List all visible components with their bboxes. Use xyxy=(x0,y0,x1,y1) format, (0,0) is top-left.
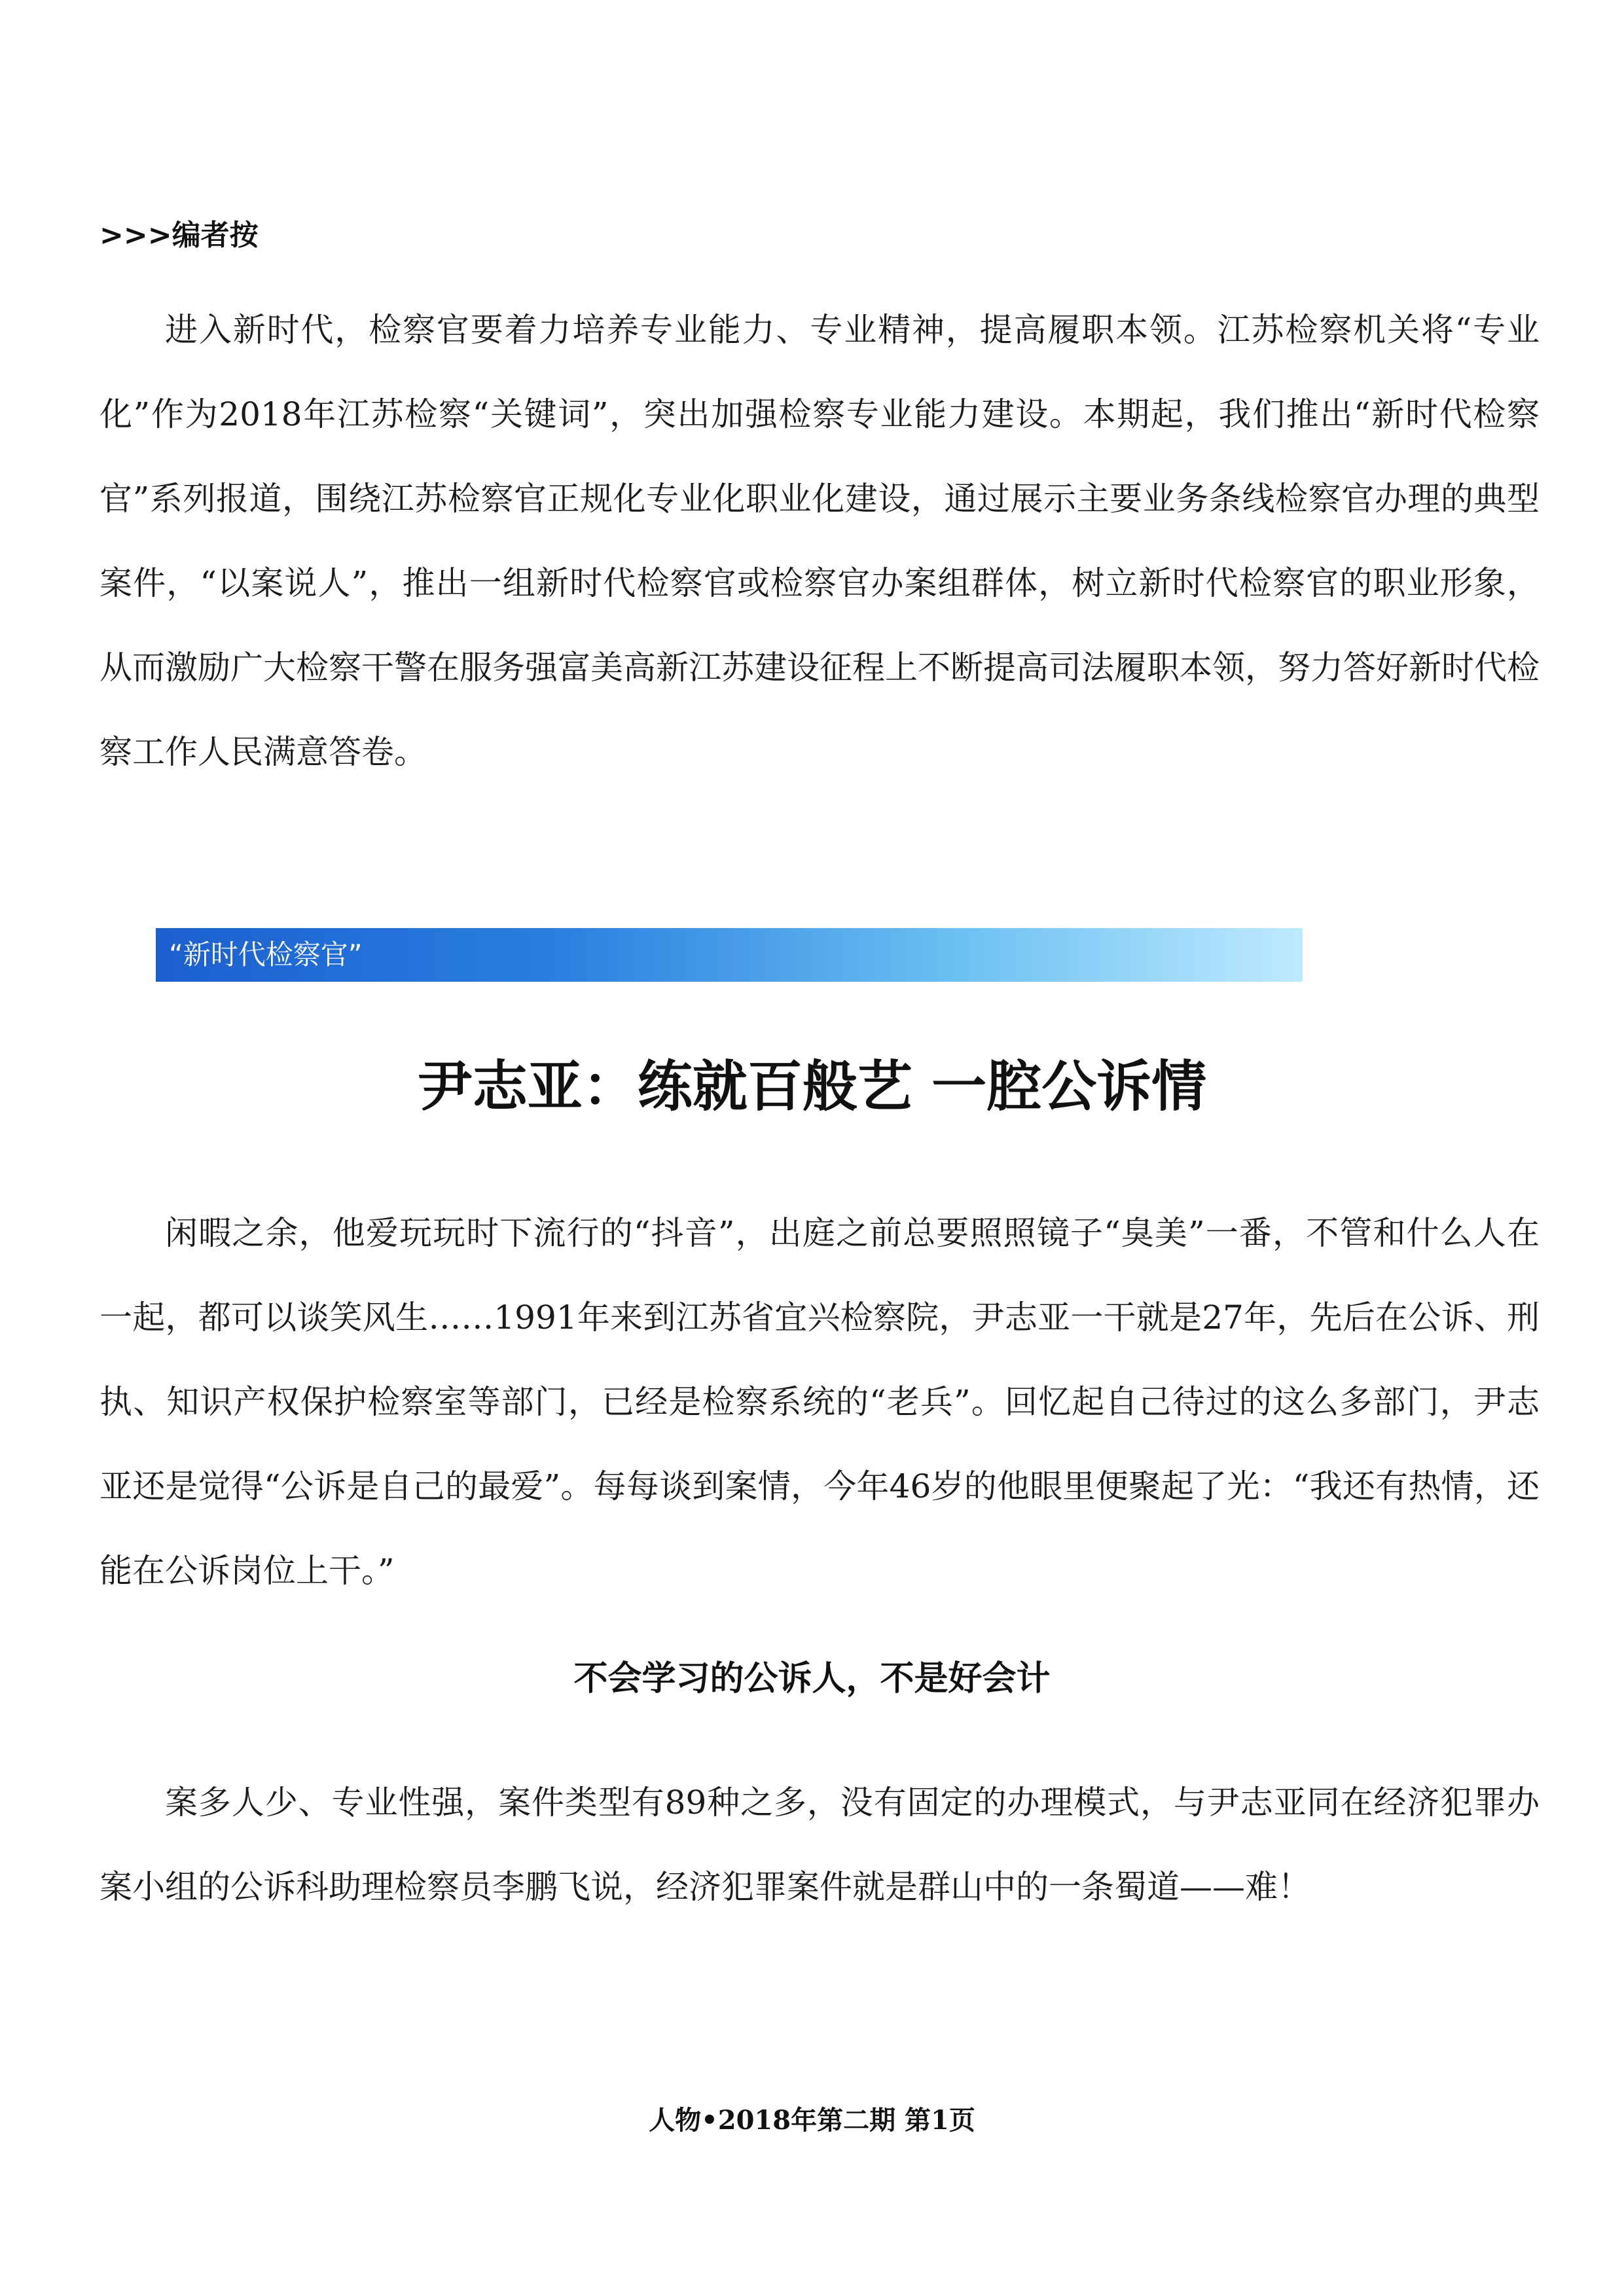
section-body xyxy=(99,1761,1540,1929)
editor-note-label: >>>编者按 xyxy=(99,219,259,252)
section-heading: 不会学习的公诉人，不是好会计 xyxy=(573,1659,1051,1698)
section-paragraph: 案多人少、专业性强，案件类型有89种之多，没有固定的办理模式，与尹志亚同在经济犯罪办案小组的公诉科助理检察员李鹏飞说，经济犯罪案件就是群山中的一条蜀道——难！ xyxy=(99,1784,1540,1906)
page-footer: 人物•2018年第二期 第1页 xyxy=(649,2105,975,2136)
series-banner-label: “新时代检察官” xyxy=(169,939,363,971)
editor-note-paragraph: 进入新时代，检察官要着力培养专业能力、专业精神，提高履职本领。江苏检察机关将“专业化”作为2018年江苏检察“关键词”，突出加强检察专业能力建设。本期起，我们推出“新时代检察官”系列报道，围绕江苏检察官正规化专业化职业化建设，通过展示主要业务条线检察官办理的典型案件，“以案说人”，推出一组新时代检察官或检察官办案组群体，树立新时代检察官的职业形象，从而激励广大检察干警在服务强富美高新江苏建设征程上不断提高司法履职本领，努力答好新时代检察工作人民满意答卷。 xyxy=(99,311,1540,771)
article-title: 尹志亚：练就百般艺 一腔公诉情 xyxy=(417,1054,1207,1119)
editor-note-body xyxy=(99,288,1540,795)
article-intro xyxy=(99,1191,1540,1613)
series-banner xyxy=(156,928,1303,982)
article-intro-paragraph: 闲暇之余，他爱玩玩时下流行的“抖音”，出庭之前总要照照镜子“臭美”一番，不管和什么人在一起，都可以谈笑风生……1991年来到江苏省宜兴检察院，尹志亚一干就是27年，先后在公诉、刑执、知识产权保护检察室等部门，已经是检察系统的“老兵”。回忆起自己待过的这么多部门，尹志亚还是觉得“公诉是自己的最爱”。每每谈到案情，今年46岁的他眼里便聚起了光：“我还有热情，还能在公诉岗位上干。” xyxy=(99,1214,1540,1590)
